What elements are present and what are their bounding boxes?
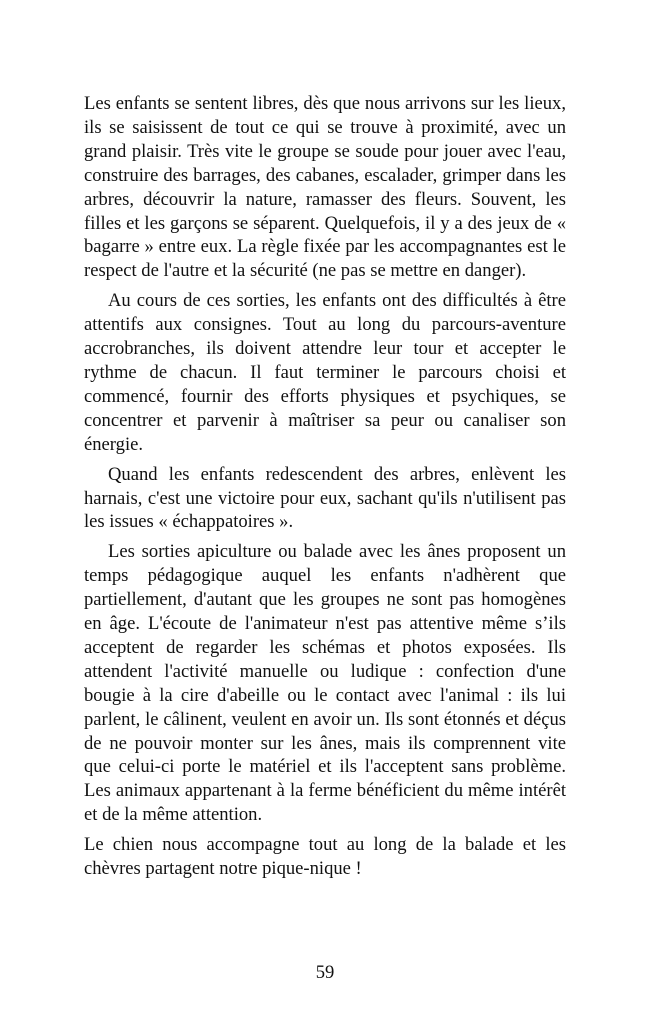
- paragraph-4: Les sorties apiculture ou balade avec les ânes proposent un temps pédagogique auquel les enfants n'adhèrent que partiellement, d'autant que les groupes ne sont pas homogènes en âge. L'écoute de l'animateur n'est pas attentive même s’ils acceptent de regarder les schémas et photos exposées. Ils attendent l'activité manuelle ou ludique : confection d'une bougie à la cire d'abeille ou le contact avec l'animal : ils lui parlent, le câlinent, veulent en avoir un. Ils sont étonnés et déçus de ne pouvoir monter sur les ânes, mais ils comprennent vite que celui-ci porte le matériel et ils l'acceptent sans problème. Les animaux appartenant à la ferme bénéficient du même intérêt et de la même attention.: [84, 541, 566, 826]
- paragraph-2: Au cours de ces sorties, les enfants ont des difficultés à être attentifs aux consignes. Tout au long du parcours-aventure accrobranches, ils doivent attendre leur tour et accepter le rythme de chacun. Il faut terminer le parcours choisi et commencé, fournir des efforts physiques et psychiques, se concentrer et parvenir à maîtriser sa peur ou canaliser son énergie.: [84, 290, 566, 455]
- page-body: [84, 92, 566, 887]
- page-number: 59: [315, 962, 335, 983]
- paragraph-1: Les enfants se sentent libres, dès que nous arrivons sur les lieux, ils se saisissent de tout ce qui se trouve à proximité, avec un grand plaisir. Très vite le groupe se soude pour jouer avec l'eau, construire des barrages, des cabanes, escalader, grimper dans les arbres, découvrir la nature, ramasser des fleurs. Souvent, les filles et les garçons se séparent. Quelquefois, il y a des jeux de « bagarre » entre eux. La règle fixée par les accompagnantes est le respect de l'autre et la sécurité (ne pas se mettre en danger).: [84, 93, 566, 282]
- paragraph-5: Le chien nous accompagne tout au long de la balade et les chèvres partagent notre pique-nique !: [84, 834, 566, 880]
- paragraph-3: Quand les enfants redescendent des arbres, enlèvent les harnais, c'est une victoire pour eux, sachant qu'ils n'utilisent pas les issues « échappatoires ».: [84, 463, 566, 533]
